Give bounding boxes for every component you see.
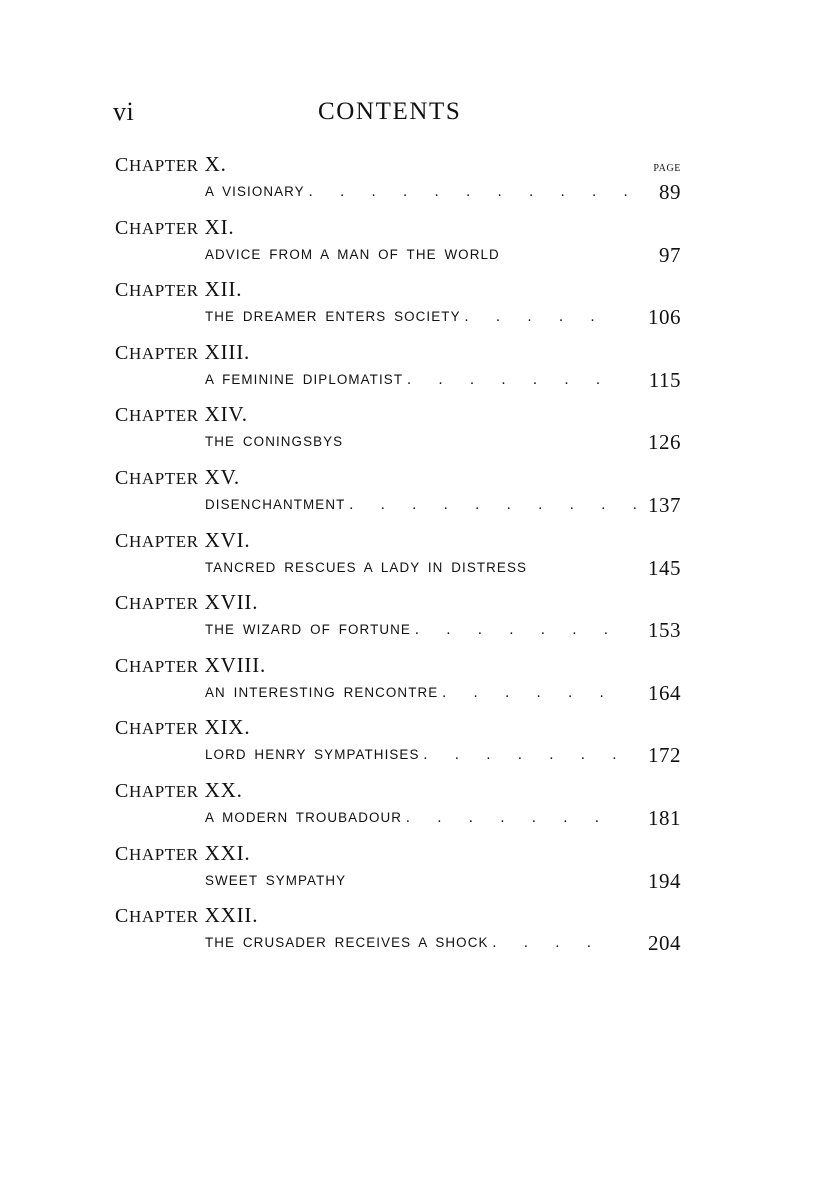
chapter-number: XII. (204, 277, 243, 302)
chapter-heading (115, 526, 250, 554)
chapter-word: CHAPTER (115, 717, 199, 740)
chapter-number: XIV. (204, 402, 248, 427)
chapter-page-number: 145 (648, 555, 681, 580)
chapter-heading (115, 588, 258, 616)
chapter-word: CHAPTER (115, 341, 199, 364)
chapter-title: THE DREAMER ENTERS SOCIETY (205, 309, 461, 325)
chapter-number: XIII. (204, 339, 251, 364)
chapter-title-line (205, 869, 681, 893)
chapter-heading (115, 901, 258, 929)
toc-entry (113, 275, 681, 338)
chapter-heading (115, 400, 248, 428)
chapter-heading (115, 776, 243, 804)
chapter-page-number: 194 (648, 868, 681, 893)
chapter-page-number: 115 (648, 367, 681, 392)
page-number: vi (113, 97, 135, 126)
chapter-title-line (205, 180, 681, 204)
chapter-number: XX. (204, 777, 243, 802)
chapter-title: DISENCHANTMENT (205, 496, 346, 512)
chapter-title: A VISIONARY (205, 184, 305, 199)
chapter-word: CHAPTER (115, 216, 199, 239)
chapter-title-line (205, 556, 681, 580)
chapter-title: A MODERN TROUBADOUR (205, 809, 403, 825)
chapter-title-line (205, 368, 681, 392)
chapter-heading (115, 713, 250, 741)
dot-leaders: . . . . . . . . . . . (308, 184, 640, 200)
chapter-page-number: 181 (648, 805, 681, 830)
dot-leaders: . . . . . . . (423, 747, 629, 764)
chapter-word: CHAPTER (115, 466, 199, 489)
chapter-heading (115, 338, 250, 366)
chapter-word: CHAPTER (115, 404, 199, 427)
chapter-title-line (205, 430, 681, 454)
chapter-title-line (205, 931, 681, 955)
chapter-title-line (205, 305, 681, 329)
toc-entry (113, 150, 681, 213)
toc-entry (113, 400, 681, 463)
chapter-title-line (205, 806, 681, 830)
chapter-title-line (205, 243, 681, 267)
chapter-title: TANCRED RESCUES A LADY IN DISTRESS (205, 559, 528, 575)
chapter-title: SWEET SYMPATHY (205, 872, 347, 888)
chapter-number: XVI. (204, 527, 251, 552)
dot-leaders: . . . . . . . (407, 371, 612, 388)
chapter-word: CHAPTER (115, 905, 199, 928)
chapter-number: XIX. (204, 715, 251, 740)
chapter-number: XXI. (204, 840, 251, 865)
chapter-title: A FEMININE DIPLOMATIST (205, 371, 404, 387)
dot-leaders: . . . . (492, 935, 603, 952)
chapter-number: XVII. (204, 590, 259, 615)
chapter-title-line (205, 743, 681, 767)
chapter-heading (115, 150, 227, 178)
running-head (113, 96, 681, 128)
chapter-word: CHAPTER (115, 154, 199, 176)
dot-leaders: . . . . . . . . . . (349, 496, 649, 513)
toc-entry (113, 588, 681, 651)
chapter-title-line (205, 681, 681, 705)
chapter-number: XXII. (204, 903, 259, 928)
dot-leaders: . . . . . . . (414, 622, 620, 639)
chapter-heading (115, 839, 250, 867)
chapter-word: CHAPTER (115, 779, 199, 802)
toc-entry (113, 839, 681, 902)
chapter-title: THE CRUSADER RECEIVES A SHOCK (205, 935, 489, 951)
chapter-word: CHAPTER (115, 279, 199, 302)
chapter-page-number: 204 (648, 931, 681, 956)
chapter-number: XV. (204, 464, 240, 489)
chapter-heading (115, 275, 242, 303)
chapter-title-line (205, 493, 681, 517)
toc-entry (113, 526, 681, 589)
chapter-heading (115, 213, 234, 241)
page-title: CONTENTS (318, 98, 462, 125)
chapter-title: AN INTERESTING RENCONTRE (205, 684, 439, 700)
chapter-number: XVIII. (204, 652, 267, 677)
page-column-label: PAGE (653, 163, 681, 174)
chapter-number: X. (204, 152, 227, 176)
chapter-page-number: 164 (648, 680, 681, 705)
chapter-page-number: 137 (648, 492, 681, 517)
chapter-word: CHAPTER (115, 529, 199, 552)
chapter-page-number: 126 (648, 430, 681, 455)
dot-leaders: . . . . . . (442, 684, 616, 701)
dot-leaders: . . . . . . . (406, 809, 611, 826)
toc-entry (113, 213, 681, 276)
chapter-title: LORD HENRY SYMPATHISES (205, 747, 420, 763)
chapter-page-number: 172 (648, 743, 681, 768)
chapter-page-number: 153 (648, 618, 681, 643)
chapter-title-line (205, 618, 681, 642)
chapter-title: ADVICE FROM A MAN OF THE WORLD (205, 246, 500, 262)
toc-entry (113, 338, 681, 401)
chapter-page-number: 89 (659, 180, 681, 204)
toc-entry (113, 463, 681, 526)
chapter-word: CHAPTER (115, 842, 199, 865)
chapter-title: THE CONINGSBYS (205, 434, 344, 450)
chapter-word: CHAPTER (115, 592, 199, 615)
chapter-number: XI. (204, 214, 235, 239)
chapter-heading (115, 651, 266, 679)
chapter-page-number: 106 (648, 305, 681, 330)
chapter-word: CHAPTER (115, 654, 199, 677)
toc-entry (113, 651, 681, 714)
toc-entry (113, 901, 681, 964)
toc-entry (113, 776, 681, 839)
dot-leaders: . . . . . (464, 309, 607, 326)
chapter-page-number: 97 (659, 242, 681, 267)
toc-entry (113, 713, 681, 776)
chapter-title: THE WIZARD OF FORTUNE (205, 622, 411, 638)
table-of-contents (113, 150, 681, 964)
chapter-heading (115, 463, 240, 491)
